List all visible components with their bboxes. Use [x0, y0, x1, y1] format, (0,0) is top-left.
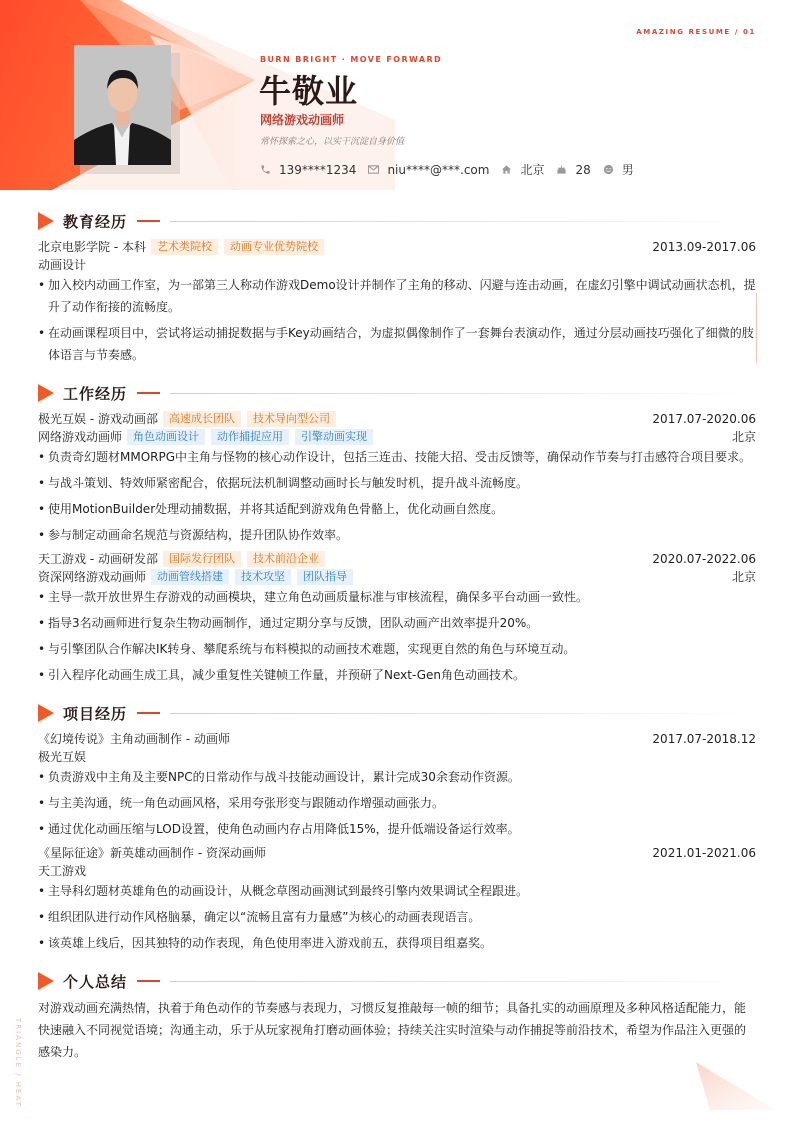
home-icon [501, 164, 512, 175]
section-summary [38, 971, 756, 991]
mail-icon [368, 165, 379, 174]
side-watermark: TRIANGLE / HEAT [14, 1018, 22, 1108]
project-company-row [38, 862, 756, 879]
job-position-row [38, 428, 756, 445]
job-position-row [38, 568, 756, 585]
job-bullet: • 使用MotionBuilder处理动捕数据，并将其适配到游戏角色骨骼上，优化动画自然度。 [38, 498, 756, 520]
job-location: 北京 [731, 430, 756, 444]
profile-photo [74, 45, 180, 174]
contact-email [368, 163, 489, 177]
project-period: 2021.01-2021.06 [652, 845, 756, 860]
gender-value: 男 [621, 163, 634, 177]
contact-city [501, 161, 544, 178]
candidate-motto: 常怀探索之心，以实干沉淀自身价值 [260, 137, 405, 147]
section-triangle-icon [38, 972, 54, 990]
company-tag: 技术前沿企业 [247, 551, 325, 567]
section-projects [38, 703, 756, 723]
job-location: 北京 [731, 570, 756, 584]
phone-value: 139****1234 [279, 162, 357, 177]
section-triangle-icon [38, 212, 54, 230]
candidate-name: 牛敬业 [259, 72, 359, 110]
position-name: 网络游戏动画师 [38, 430, 123, 444]
section-triangle-icon [38, 704, 54, 722]
city-value: 北京 [520, 163, 545, 177]
job-title: 网络游戏动画师 [260, 113, 345, 127]
cake-icon [556, 164, 567, 175]
summary-text: 对游戏动画充满热情，执着于角色动作的节奏感与表现力，习惯反复推敲每一帧的细节；具备扎实的动画原理及多种风格适配能力，能快速融入不同视觉语境；沟通主动，乐于从玩家视角打磨动画体验；持续关注实时渲染与动作捕捉等前沿技术，希望为作品注入更强的感染力。 [38, 1001, 747, 1059]
job-period: 2020.07-2022.06 [652, 551, 756, 566]
project-company: 天工游戏 [38, 864, 87, 878]
company-name: 天工游戏 - 动画研发部 [38, 552, 158, 566]
job-period: 2017.07-2020.06 [652, 411, 756, 426]
section-title: 工作经历 [63, 384, 128, 403]
position-tag: 动作捕捉应用 [211, 429, 289, 445]
project-company: 极光互娱 [38, 750, 87, 764]
position-name: 资深网络游戏动画师 [38, 570, 147, 584]
company-tag: 技术导向型公司 [247, 411, 336, 427]
major-row [38, 256, 756, 273]
contact-info [260, 161, 646, 178]
phone-icon [260, 164, 271, 175]
project-period: 2017.07-2018.12 [652, 731, 756, 746]
project-name: 《幻境传说》主角动画制作 - 动画师 [38, 732, 230, 746]
education-bullet: • 在动画课程项目中，尝试将运动捕捉数据与手Key动画结合，为虚拟偶像制作了一套舞台表演动作，通过分层动画技巧强化了细微的肢体语言与节奏感。 [38, 322, 756, 366]
school-tag: 艺术类院校 [151, 239, 218, 255]
position-tag: 引擎动画实现 [295, 429, 373, 445]
project-row [38, 730, 756, 747]
school-tag: 动画专业优势院校 [224, 239, 324, 255]
project-bullet: • 组织团队进行动作风格脑暴，确定以“流畅且富有力量感”为核心的动画表现语言。 [38, 906, 756, 928]
smile-icon [603, 164, 614, 175]
job-bullet: • 参与制定动画命名规范与资源结构，提升团队协作效率。 [38, 524, 756, 546]
section-education [38, 211, 756, 231]
project-bullet: • 负责游戏中主角及主要NPC的日常动作与战斗技能动画设计，累计完成30余套动作资源。 [38, 766, 756, 788]
section-work [38, 383, 756, 403]
school-name: 北京电影学院 - 本科 [38, 240, 146, 254]
position-tag: 团队指导 [297, 569, 353, 585]
contact-phone [260, 163, 356, 177]
position-tag: 技术攻坚 [235, 569, 291, 585]
section-title: 教育经历 [63, 212, 128, 231]
education-bullet: • 加入校内动画工作室，为一部第三人称动作游戏Demo设计并制作了主角的移动、闪避与连击动画，在虚幻引擎中调试动画状态机，提升了动作衔接的流畅度。 [38, 274, 756, 318]
section-triangle-icon [38, 384, 54, 402]
job-bullet: • 与战斗策划、特效师紧密配合，依据玩法机制调整动画时长与触发时机，提升战斗流畅度。 [38, 472, 756, 494]
section-title: 项目经历 [63, 704, 128, 723]
job-bullet: • 引入程序化动画生成工具，减少重复性关键帧工作量，并预研了Next-Gen角色动画技术。 [38, 664, 756, 686]
project-bullet: • 通过优化动画压缩与LOD设置，使角色动画内存占用降低15%，提升低端设备运行效率。 [38, 818, 756, 840]
email-value: niu****@***.com [387, 162, 490, 177]
company-tag: 国际发行团队 [163, 551, 241, 567]
job-bullet: • 主导一款开放世界生存游戏的动画模块，建立角色动画质量标准与审核流程，确保多平台动画一致性。 [38, 586, 756, 608]
job-bullet: • 指导3名动画师进行复杂生物动画制作，通过定期分享与反馈，团队动画产出效率提升20%。 [38, 612, 756, 634]
contact-age [556, 163, 590, 177]
major-name: 动画设计 [38, 258, 87, 272]
job-company-row [38, 550, 756, 567]
education-period: 2013.09-2017.06 [652, 239, 756, 254]
project-bullet: • 该英雄上线后，因其独特的动作表现，角色使用率进入游戏前五，获得项目组嘉奖。 [38, 932, 756, 954]
position-tag: 角色动画设计 [127, 429, 205, 445]
company-name: 极光互娱 - 游戏动画部 [38, 412, 158, 426]
job-bullet: • 负责奇幻题材MMORPG中主角与怪物的核心动作设计，包括三连击、技能大招、受击反馈等，确保动作节奏与打击感符合项目要求。 [38, 446, 756, 468]
project-company-row [38, 748, 756, 765]
education-row [38, 238, 756, 255]
project-row [38, 844, 756, 861]
job-bullet: • 与引擎团队合作解决IK转身、攀爬系统与布料模拟的动画技术难题，实现更自然的角色与环境互动。 [38, 638, 756, 660]
age-value: 28 [575, 162, 591, 177]
project-bullet: • 主导科幻题材英雄角色的动画设计，从概念草图动画测试到最终引擎内效果调试全程跟进。 [38, 880, 756, 902]
contact-gender [603, 161, 634, 178]
project-name: 《星际征途》新英雄动画制作 - 资深动画师 [38, 846, 266, 860]
corner-triangle-decoration [690, 1060, 794, 1123]
resume-page-tag: AMAZING RESUME / 01 [636, 28, 756, 36]
company-tag: 高速成长团队 [163, 411, 241, 427]
header-slogan: BURN BRIGHT · MOVE FORWARD [260, 55, 443, 64]
job-company-row [38, 410, 756, 427]
project-bullet: • 与主美沟通，统一角色动画风格，采用夸张形变与跟随动作增强动画张力。 [38, 792, 756, 814]
position-tag: 动画管线搭建 [151, 569, 229, 585]
section-title: 个人总结 [63, 972, 128, 991]
